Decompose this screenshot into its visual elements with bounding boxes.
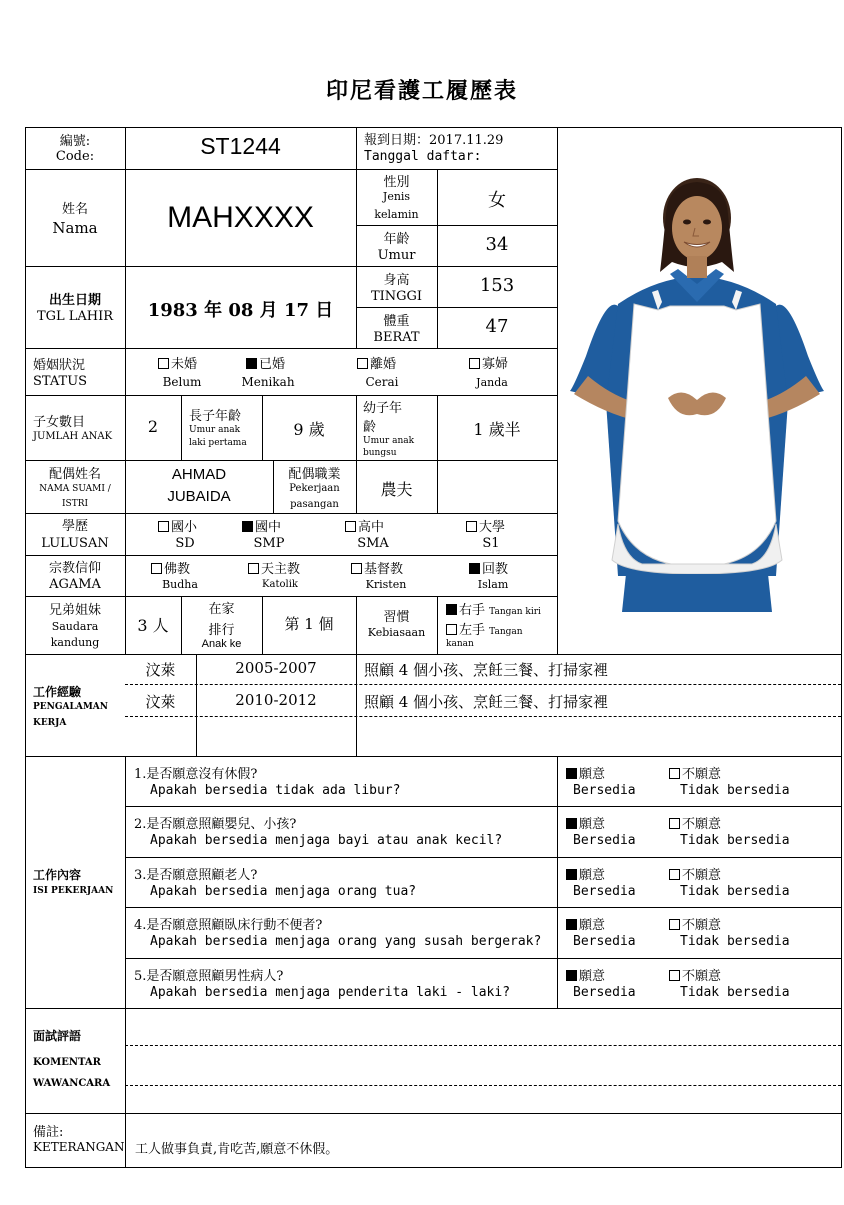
religion-option-katolik-id: Katolik [262,579,298,590]
age-label-zh: 年齡 [383,232,410,247]
eldest-label-id1: Umur anak [189,425,241,435]
checked-box-icon [246,358,257,369]
answer-yes-id: Bersedia [573,934,636,949]
question-id: Apakah bersedia menjaga orang yang susah bergerak? [150,934,542,949]
worker-photo [566,176,828,612]
registration-label-zh: 報到日期：2017.11.29 [364,133,504,148]
siblings-label-id1: Saudara [51,620,99,633]
experience-row-1-place: 汶萊 [145,661,176,679]
question-zh: 1.是否願意沒有休假? [134,767,258,782]
checkbox-icon [248,563,259,574]
experience-label-zh: 工作經驗 [33,685,82,699]
name-label-id: Nama [52,219,98,237]
height-label-id: TINGGI [370,289,423,304]
youngest-label-id1: Umur anak [363,436,415,446]
education-option-sd[interactable]: 國小 [158,516,197,535]
spouse-job-label-zh: 配偶職業 [288,467,341,482]
marital-option-divorced[interactable]: 離婚 [357,353,396,372]
checked-box-icon [566,818,577,829]
age-value: 34 [485,234,509,255]
spouse-job-value: 農夫 [380,480,413,499]
name-label-zh: 姓名 [61,202,88,217]
checkbox-icon [158,521,169,532]
education-option-sma-id: SMA [357,536,389,551]
checkbox-icon [446,624,457,635]
education-option-smp-id: SMP [253,536,285,551]
question-id: Apakah bersedia menjaga penderita laki - laki? [150,985,511,1000]
answer-no-id: Tidak bersedia [680,783,790,798]
religion-option-kristen-id: Kristen [365,578,407,591]
remarks-value: 工人做事負責,肯吃苦,願意不休假。 [135,1142,339,1157]
interview-label-id1: KOMENTAR [33,1057,101,1068]
work-label-id: ISI PEKERJAAN [33,886,114,896]
answer-no[interactable]: 不願意 [669,813,721,832]
eldest-label-zh: 長子年齡 [189,409,242,424]
answer-no-id: Tidak bersedia [680,833,790,848]
marital-label-id: STATUS [33,374,88,389]
habit-left-hand[interactable]: 左手 Tangan [446,619,523,638]
habit-label-id: Kebiasaan [367,626,426,639]
answer-no[interactable]: 不願意 [669,965,721,984]
answer-no[interactable]: 不願意 [669,763,721,782]
page-title: 印尼看護工履歷表 [325,78,518,104]
spouse-job-label-id1: Pekerjaan [289,483,340,494]
marital-label-zh: 婚姻狀況 [33,358,86,373]
checkbox-icon [151,563,162,574]
children-label-zh: 子女數目 [33,415,86,430]
marital-option-single[interactable]: 未婚 [158,353,197,372]
code-value: ST1244 [200,133,281,159]
answer-yes-id: Bersedia [573,884,636,899]
checked-box-icon [566,919,577,930]
checkbox-icon [351,563,362,574]
interview-label-id2: WAWANCARA [33,1078,111,1089]
weight-label-zh: 體重 [383,314,410,329]
experience-label-id2: KERJA [33,718,67,728]
religion-option-kristen[interactable]: 基督教 [351,558,403,577]
question-id: Apakah bersedia tidak ada libur? [150,783,401,798]
remarks-label-zh: 備註: [33,1125,64,1140]
youngest-label-zh1: 幼子年 [363,401,403,416]
checked-box-icon [566,768,577,779]
checkbox-icon [158,358,169,369]
marital-option-widowed-id: Janda [476,376,508,389]
education-option-s1[interactable]: 大學 [466,516,505,535]
checkbox-icon [669,970,680,981]
marital-option-divorced-id: Cerai [365,375,399,389]
question-zh: 3.是否願意照顧老人? [134,868,258,883]
spouse-label-id2: ISTRI [61,499,89,509]
experience-label-id1: PENGALAMAN [33,702,109,712]
checkbox-icon [669,869,680,880]
question-zh: 5.是否願意照顧男性病人? [134,969,284,984]
checkbox-icon [357,358,368,369]
children-value: 2 [147,417,159,436]
youngest-value: 1 歲半 [473,420,521,439]
answer-yes[interactable]: 願意 [566,914,605,933]
remarks-label-id: KETERANGAN [33,1140,125,1154]
spouse-job-label-id2: pasangan [290,499,339,510]
checked-box-icon [469,563,480,574]
habit-right-hand[interactable]: 右手 Tangan kiri [446,599,541,618]
habit-left-hand-id2: kanan [446,639,474,649]
religion-label-id: AGAMA [49,577,101,592]
spouse-label-zh: 配偶姓名 [48,467,101,482]
habit-label-zh: 習慣 [383,610,410,625]
religion-option-katolik[interactable]: 天主教 [248,558,300,577]
age-label-id: Umur [377,248,416,263]
checked-box-icon [242,521,253,532]
checked-box-icon [566,869,577,880]
weight-label-id: BERAT [373,330,420,345]
question-id: Apakah bersedia menjaga orang tua? [150,884,417,899]
checkbox-icon [669,818,680,829]
birth-label-id: TGL LAHIR [36,309,114,324]
answer-yes[interactable]: 願意 [566,763,605,782]
birth-value: 1983 年 08 月 17 日 [147,300,334,321]
checked-box-icon [566,970,577,981]
youngest-label-id2: bungsu [363,448,397,458]
rank-label-zh1: 在家 [208,602,235,617]
gender-label-id1: Jenis [382,190,411,203]
answer-yes[interactable]: 願意 [566,813,605,832]
education-option-s1-id: S1 [482,536,500,551]
question-id: Apakah bersedia menjaga bayi atau anak kecil? [150,833,503,848]
height-value: 153 [479,275,515,296]
experience-row-1-years: 2005-2007 [235,659,317,677]
answer-yes[interactable]: 願意 [566,864,605,883]
marital-option-single-id: Belum [162,375,202,389]
birth-label-zh: 出生日期 [48,293,101,308]
rank-label-id: Anak ke [201,638,242,650]
work-label-zh: 工作內容 [33,868,82,882]
religion-option-islam-id: Islam [477,578,509,591]
education-option-sma[interactable]: 高中 [345,516,384,535]
answer-yes-id: Bersedia [573,985,636,1000]
weight-value: 47 [485,316,509,337]
checkbox-icon [469,358,480,369]
answer-no[interactable]: 不願意 [669,914,721,933]
siblings-value: 3 人 [137,616,169,635]
education-option-sd-id: SD [175,536,195,551]
answer-yes[interactable]: 願意 [566,965,605,984]
eldest-label-id2: laki pertama [189,438,247,448]
youngest-label-zh2: 齡 [363,420,377,435]
answer-no-id: Tidak bersedia [680,934,790,949]
siblings-label-zh: 兄弟姐妹 [48,603,101,618]
checked-box-icon [446,604,457,615]
answer-no-id: Tidak bersedia [680,985,790,1000]
education-label-zh: 學歷 [61,519,88,534]
answer-no-id: Tidak bersedia [680,884,790,899]
siblings-label-id2: kandung [50,636,100,649]
religion-option-islam[interactable]: 回教 [469,558,508,577]
interview-label-zh: 面試評語 [33,1029,82,1043]
gender-label-zh: 性別 [383,175,410,190]
experience-row-1-desc: 照顧 4 個小孩、烹飪三餐、打掃家裡 [364,661,609,679]
rank-value: 第 1 個 [284,615,334,633]
religion-option-budha[interactable]: 佛教 [151,558,190,577]
checkbox-icon [669,919,680,930]
education-option-smp[interactable]: 國中 [242,516,281,535]
gender-value: 女 [488,190,506,211]
spouse-name-line1: AHMAD [171,466,227,483]
rank-label-zh2: 排行 [208,623,235,638]
spouse-name-line2: JUBAIDA [167,488,231,505]
eldest-value: 9 歲 [293,420,325,439]
question-zh: 2.是否願意照顧嬰兒、小孩? [134,817,297,832]
marital-option-married[interactable]: 已婚 [246,353,285,372]
checkbox-icon [345,521,356,532]
marital-option-widowed[interactable]: 寡婦 [469,353,508,372]
spouse-label-id1: NAMA SUAMI / [39,484,111,494]
marital-option-married-id: Menikah [241,375,295,389]
answer-yes-id: Bersedia [573,783,636,798]
experience-row-2-years: 2010-2012 [235,691,317,709]
religion-option-budha-id: Budha [162,578,198,591]
checkbox-icon [466,521,477,532]
name-value: MAHXXXX [167,201,314,234]
gender-label-id2: kelamin [374,208,419,221]
code-label-zh: 編號: [59,134,91,149]
religion-label-zh: 宗教信仰 [48,561,101,576]
education-label-id: LULUSAN [41,536,109,551]
code-label-id: Code: [55,149,95,164]
question-zh: 4.是否願意照顧臥床行動不便者? [134,918,323,933]
answer-no[interactable]: 不願意 [669,864,721,883]
experience-row-2-place: 汶萊 [145,693,176,711]
checkbox-icon [669,768,680,779]
registration-label-id: Tanggal daftar: [364,149,482,164]
height-label-zh: 身高 [383,273,410,288]
answer-yes-id: Bersedia [573,833,636,848]
experience-row-2-desc: 照顧 4 個小孩、烹飪三餐、打掃家裡 [364,693,609,711]
children-label-id: JUMLAH ANAK [33,431,113,442]
